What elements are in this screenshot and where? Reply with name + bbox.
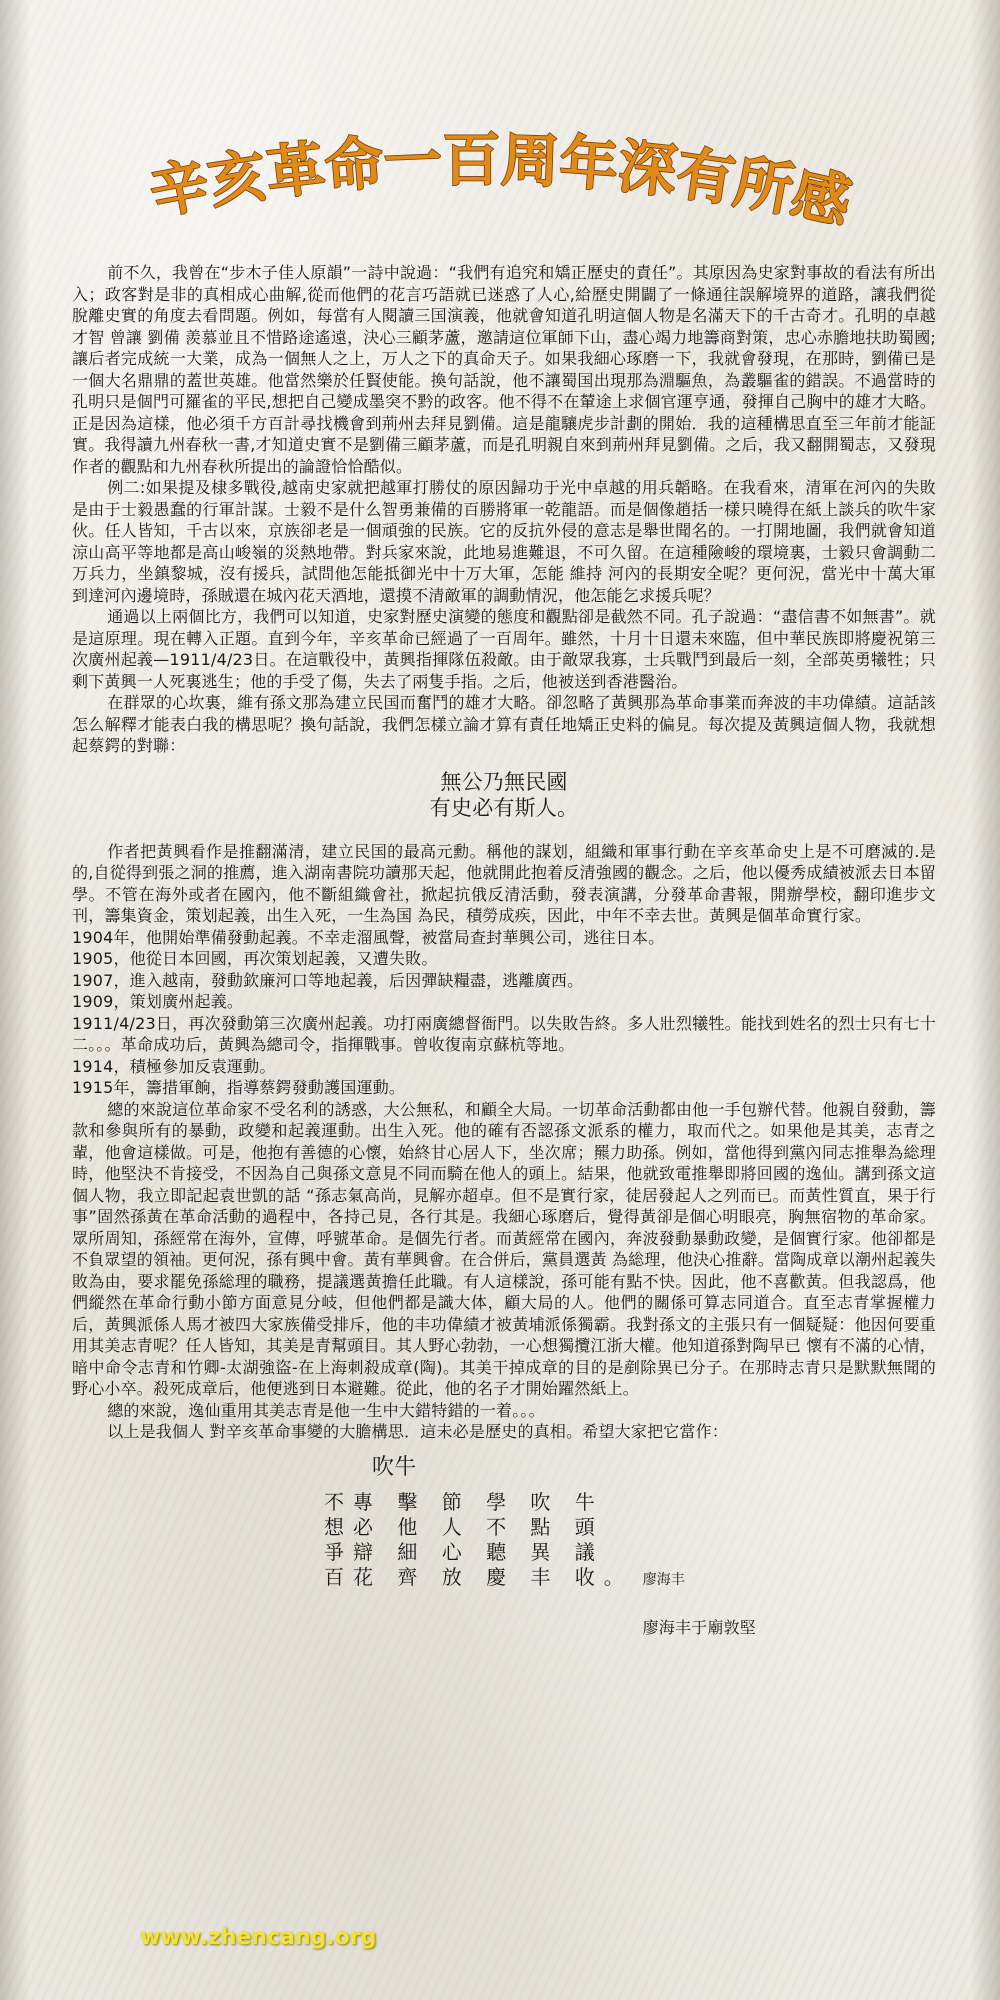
poem-line: 爭辯 細 心 聽 異 議 [324,1540,604,1564]
paragraph: 前不久，我曾在“步木子佳人原韻”一詩中說過：“我們有追究和矯正歷史的責任”。其原因為史家對事故的看法有所出入；政客對是非的真相成心曲解,從而他們的花言巧語就已迷惑了人心,給歷史開闢了一條通往誤解境界的道路，讓我們從脫離史實的角度去看問題。例如，每當有人閱讀三国演義，他就會知道孔明這個人物是名滿天下的千古奇才。孔明的卓越才智 曾讓 劉備 羨慕並且不惜路途遙遠，決心三顧茅蘆，邀請這位軍師下山，盡心竭力地籌商對策，忠心赤膽地扶助蜀國;讓后者完成統一大業，成為一個無人之上，万人之下的真命天子。如果我細心琢磨一下，我就會發現，在那時，劉備已是一個大名鼎鼎的蓋世英雄。他當然樂於任賢使能。換句話說，他不讓蜀国出現那為淵驅魚，為叢驅雀的錯誤。不過當時的孔明只是個門可羅雀的平民,想把自己變成墨突不黔的政客。他不得不在輦途上求個官運亨通，發揮自己胸中的雄才大略。正是因為這樣，他必須千方百計尋找機會到荊州去拜見劉備。這是龍驤虎步計劃的開始．我的這種構思直至三年前才能証實。我得讀九州春秋一書,才知道史實不是劉備三顧茅蘆，而是孔明親自來到荊州拜見劉備。之后，我又翻開蜀志，又發現作者的觀點和九州春秋所提出的論證恰恰酷似。 [72,263,936,476]
signature: 廖海丰于廟敦堅 [642,1618,756,1637]
chui-niu-heading: 吹牛 [372,1454,417,1480]
paragraph: 作者把黃興看作是推翻滿清，建立民国的最高元勳。稱他的謀划，組織和軍事行動在辛亥革命史上是不可磨滅的.是的,自從得到張之洞的推薦，進入湖南書院功讀那天起，他就開此抱着反清強國的觀念。之后，他以優秀成績被派去日本留學。不管在海外或者在國內，他不斷組織會社，掀起抗俄反清活動，發表演講，分發革命書報，開辦學校，翻印進步文刊，籌集資金，策划起義，出生入死，一生為国 為民，積勞成疾，因此，中年不幸去世。黃興是個革命實行家。 [72,841,936,925]
page-title-text: 辛亥革命一百周年深有所感 [144,125,857,230]
couplet [72,769,936,821]
frame-left-border [0,0,30,2000]
timeline-item: 1904年，他開始準備發動起義。不幸走溜風聲，被當局查封華興公司，逃往日本。 [72,927,665,947]
paragraph: 總的來說這位革命家不受名利的誘惑，大公無私，和顧全大局。一切革命活動都由他一手包辦代替。他親自發動，籌款和參與所有的暴動，政變和起義運動。出生入死。他的確有否認孫文派系的權力，取而代之。如果他是其美，志青之輩，他會這樣做。可是，他抱有善德的心懷，始終甘心居人下，坐次席；羆力助孫。例如，當他得到黨內同志推舉為総理時，他堅決不肯接受，不因為自己與孫文意見不同而騎在他人的頭上。結果，他就致電推舉即將回國的逸仙。講到孫文這個人物，我立即記起袁世凱的話 “孫志氣高尚，見解亦超卓。但不是實行家，徒居發起人之列而已。而黃性質直，果于行事”固然孫黃在革命活動的過程中，各持己見，各行其是。我細心琢磨后，覺得黃卻是個心明眼亮，胸無宿物的革命家。眾所周知，孫經常在海外，宣傳，呼號革命。是個先行者。而黃經常在國內，奔波發動暴動政變，是個實行家。他卻都是不負眾望的領袖。更何況，孫有興中會。黃有華興會。在合併后，黨員選黃 為総理，他決心推辭。當陶成章以潮州起義失敗為由，要求罷免孫総理的職務，提議選黃擔任此職。有人這樣說，孫可能有點不快。因此，他不喜歡黃。但我認爲，他們縱然在革命行動小節方面意見分岐，但他們都是識大体，顧大局的人。他們的關係可算志同道合。直至志青掌握權力后，黃興派係人馬才被四大家族備受排斥，他的丰功偉績才被黃埔派係獨霸。我對孫文的主張只有一個疑疑：他因何要重用其美志青呢？任人皆知，其美是青幫頭目。其人野心勃勃，一心想獨攬江浙大權。他知道孫對陶早已 懷有不滿的心情，暗中命令志青和竹卿-太湖強盜-在上海刺殺成章(陶)。其美干掉成章的目的是剷除異已分子。在那時志青只是默默無聞的 野心小卒。殺死成章后，他便逃到日本避難。從此，他的名子才開始躍然紙上。 [72,1099,936,1398]
timeline-item: 1907，進入越南，發動欽廉河口等地起義，后因彈缺糧盡，逃離廣西。 [72,970,584,990]
page-title [0,120,1000,230]
paragraph: 總的來說，逸仙重用其美志青是他一生中大錯特錯的一着。。。 [107,1400,545,1420]
paragraph: 例二:如果提及棣多戰役,越南史家就把越軍打勝仗的原因歸功于光中卓越的用兵韜略。在我看來，清軍在河內的失敗是由于士毅愚蠢的行軍計謀。士毅不是什么智勇兼備的百勝將軍一乾龍語。而是個像趙括一樣只曉得在紙上談兵的吹牛家伙。任人皆知，千古以來，京族卻老是一個頑強的民族。它的反抗外侵的意志是舉世聞名的。一打開地圖，我們就會知道涼山高平等地都是高山峻嶺的災熱地帶。對兵家來說，此地易進難退，不可久留。在這種險峻的環境裏，士毅只會調動二万兵力，坐鎮黎城，沒有援兵，試問他怎能抵御光中十万大軍，怎能 維持 河內的長期安全呢？更何況，當光中十萬大軍到達河內邊境時，孫賊還在城內花天酒地，還摸不清敵軍的調動情況，他怎能乞求援兵呢？ [72,478,936,605]
couplet-line: 無公乃無民國 [440,769,568,794]
poem-line: 想必 他 人 不 點 頭 [324,1515,604,1539]
poem-line-text: 百花 齊 放 慶 丰 收。 [324,1565,633,1589]
timeline-item: 1909，策划廣州起義。 [72,992,244,1011]
timeline-item: 1915年，籌措軍餉，指導蔡鍔發動護国運動。 [72,1078,406,1097]
site-watermark: www.zhencang.org [140,1925,377,1950]
paragraph: 通過以上兩個比方，我們可以知道，史家對歷史演變的態度和觀點卻是截然不同。孔子說過：“盡信書不如無書”。就是這原理。現在轉入正題。直到今年，辛亥革命已經過了一百周年。雖然，十月十日還未來臨，但中華民族即將慶祝第三次廣州起義—1911/4/23日。在這戰役中，黃興指揮隊伍殺敵。由于敵眾我寡，士兵戰鬥到最后一刻，全部英勇犧牲；只剩下黃興一人死裏逃生；他的手受了傷，失去了兩隻手指。之后，他被送到香港醫治。 [72,607,936,691]
couplet-line: 有史必有斯人。 [429,795,579,820]
article-body [72,262,936,1639]
frame-right-border [970,0,1000,2000]
paragraph: 以上是我個人 對辛亥革命事變的大膽構思．這未必是歷史的真相。希望大家把它當作： [107,1422,729,1441]
paragraph: 在群眾的心坎裏，維有孫文那為建立民国而奮鬥的雄才大略。卻忽略了黃興那為革命事業而奔波的丰功偉績。這話該怎么解釋才能表白我的構思呢？換句話說，我們怎樣立論才算有責任地矯正史料的偏見。每次提及黃興這個人物，我就想起蔡鍔的對聯： [72,693,936,755]
timeline-item: 1905，他從日本回國，再次策划起義，又遭失敗。 [72,949,438,968]
poem-line-last [324,1565,936,1593]
poem-line: 不專 擊 節 學 吹 牛 [324,1490,604,1514]
poem [72,1490,936,1593]
poem-author: 廖海丰 [642,1572,685,1588]
timeline [72,927,936,1099]
timeline-item: 1911/4/23日，再次發動第三次廣州起義。功打兩廣總督衙門。以失敗告終。多人壯烈犧牲。能找到姓名的烈士只有七十二。。。革命成功后，黃興為總司令，指揮戰事。曾收復南京蘇杭等地。 [72,1013,936,1054]
timeline-item: 1914，積極參加反袁運動。 [72,1056,276,1076]
